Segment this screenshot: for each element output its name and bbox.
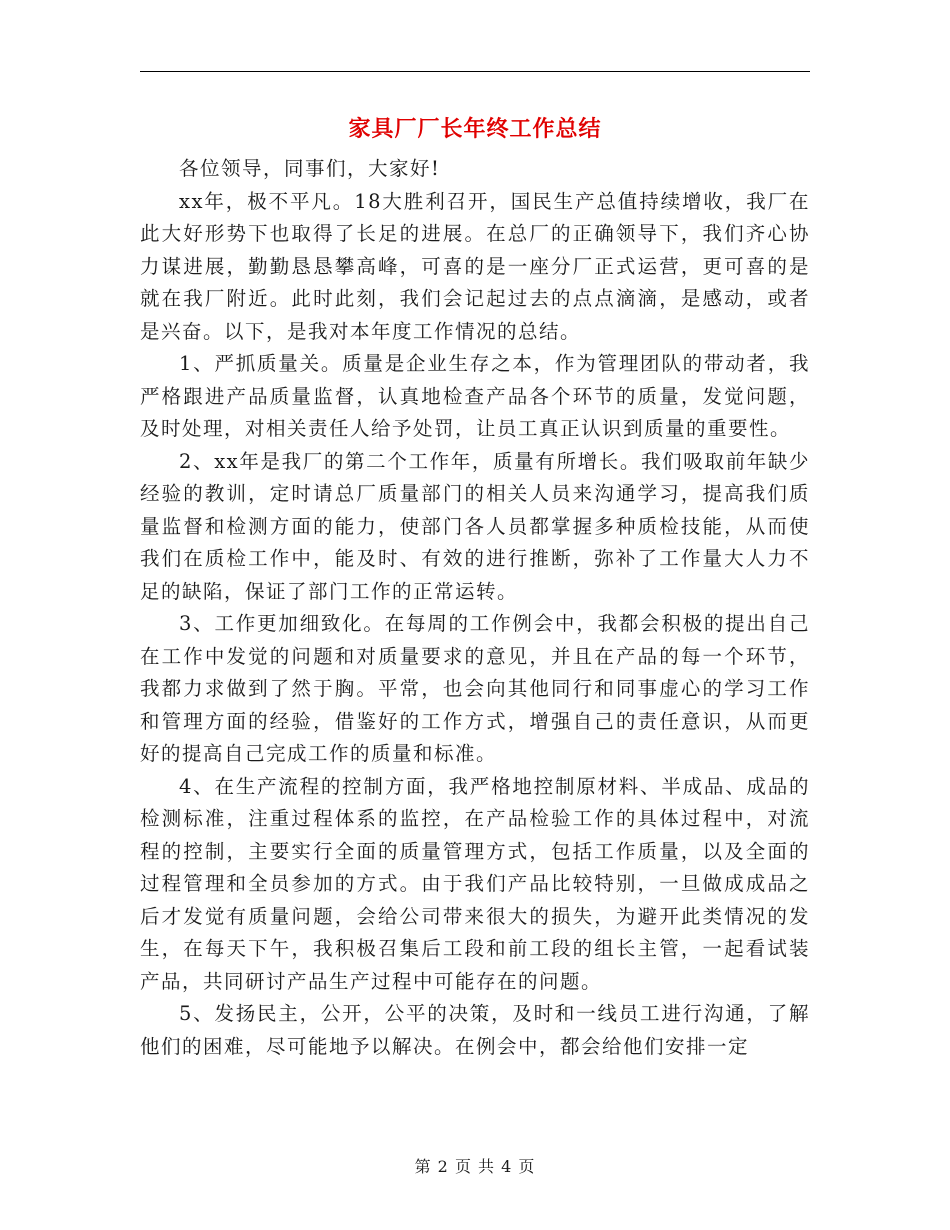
page-number-footer: 第 2 页 共 4 页 [414, 1157, 536, 1176]
document-body [140, 153, 810, 1063]
greeting-paragraph: 各位领导，同事们，大家好! [179, 157, 441, 180]
point-5-paragraph: 5、发扬民主，公开，公平的决策，及时和一线员工进行沟通，了解他们的困难，尽可能地予以解决。在例会中，都会给他们安排一定 [140, 1002, 810, 1058]
document-title: 家具厂厂长年终工作总结 [348, 116, 602, 142]
point-4-paragraph: 4、在生产流程的控制方面，我严格地控制原材料、半成品、成品的检测标准，注重过程体系的监控，在产品检验工作的具体过程中，对流程的控制，主要实行全面的质量管理方式，包括工作质量，以及全面的过程管理和全员参加的方式。由于我们产品比较特别，一旦做成成品之后才发觉有质量问题，会给公司带来很大的损失，为避开此类情况的发生，在每天下午，我积极召集后工段和前工段的组长主管，一起看试装产品，共同研讨产品生产过程中可能存在的问题。 [140, 774, 810, 993]
point-3-paragraph: 3、工作更加细致化。在每周的工作例会中，我都会积极的提出自己在工作中发觉的问题和对质量要求的意见，并且在产品的每一个环节，我都力求做到了然于胸。平常，也会向其他同行和同事虚心的学习工作和管理方面的经验，借鉴好的工作方式，增强自己的责任意识，从而更好的提高自己完成工作的质量和标准。 [140, 612, 810, 765]
header-rule [140, 71, 810, 72]
point-1-paragraph: 1、严抓质量关。质量是企业生存之本，作为管理团队的带动者，我严格跟进产品质量监督，认真地检查产品各个环节的质量，发觉问题，及时处理，对相关责任人给予处罚，让员工真正认识到质量的重要性。 [140, 352, 810, 440]
point-2-paragraph: 2、xx年是我厂的第二个工作年，质量有所增长。我们吸取前年缺少经验的教训，定时请总厂质量部门的相关人员来沟通学习，提高我们质量监督和检测方面的能力，使部门各人员都掌握多种质检技能，从而使我们在质检工作中，能及时、有效的进行推断，弥补了工作量大人力不足的缺陷，保证了部门工作的正常运转。 [140, 449, 810, 603]
intro-paragraph: xx年，极不平凡。18大胜利召开，国民生产总值持续增收，我厂在此大好形势下也取得了长足的进展。在总厂的正确领导下，我们齐心协力谋进展，勤勤恳恳攀高峰，可喜的是一座分厂正式运营，更可喜的是就在我厂附近。此时此刻，我们会记起过去的点点滴滴，是感动，或者是兴奋。以下，是我对本年度工作情况的总结。 [140, 189, 810, 343]
